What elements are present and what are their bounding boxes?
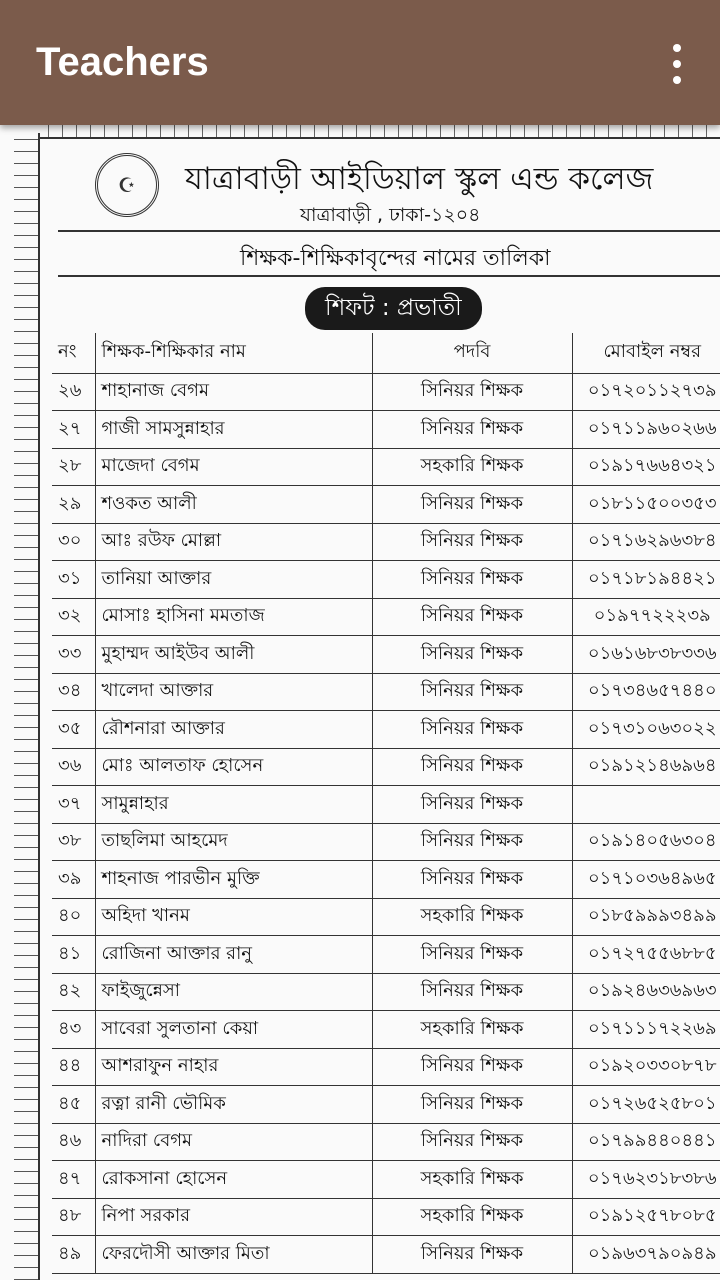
mobile-number: ০১৭৩১০৬৩০২২ (572, 711, 720, 749)
mobile-number: ০১৯১৭৬৬৪৩২১ (572, 448, 720, 486)
designation: সিনিয়র শিক্ষক (372, 486, 572, 524)
table-row (52, 523, 720, 561)
designation: সিনিয়র শিক্ষক (372, 411, 572, 449)
table-row (52, 598, 720, 636)
designation: সিনিয়র শিক্ষক (372, 598, 572, 636)
teacher-name: নিপা সরকার (95, 1198, 372, 1236)
table-row (52, 373, 720, 411)
row-number: ২৯ (52, 486, 95, 524)
table-row (52, 973, 720, 1011)
designation: সহকারি শিক্ষক (372, 1198, 572, 1236)
designation: সিনিয়র শিক্ষক (372, 523, 572, 561)
col-no: নং (52, 333, 95, 373)
mobile-number: ০১৭৩৪৬৫৭৪৪০ (572, 673, 720, 711)
teacher-name: তাছলিমা আহমেদ (95, 823, 372, 861)
mobile-number: ০১৭২৬৫২৫৮০১ (572, 1086, 720, 1124)
teacher-name: মুহাম্মদ আইউব আলী (95, 636, 372, 674)
designation: সিনিয়র শিক্ষক (372, 748, 572, 786)
teacher-name: তানিয়া আক্তার (95, 561, 372, 599)
row-number: ৪০ (52, 898, 95, 936)
designation: সহকারি শিক্ষক (372, 1011, 572, 1049)
teacher-name: রোকসানা হোসেন (95, 1161, 372, 1199)
mobile-number: ০১৯৭৭২২২৩৯ (572, 598, 720, 636)
teacher-name: রৌশনারা আক্তার (95, 711, 372, 749)
row-number: ৩৬ (52, 748, 95, 786)
designation: সিনিয়র শিক্ষক (372, 786, 572, 824)
teacher-name: আশরাফুন নাহার (95, 1048, 372, 1086)
teacher-name: সাবেরা সুলতানা কেয়া (95, 1011, 372, 1049)
mobile-number (572, 786, 720, 824)
designation: সিনিয়র শিক্ষক (372, 861, 572, 899)
row-number: ৩৮ (52, 823, 95, 861)
teachers-table (52, 333, 720, 1274)
row-number: ৪৬ (52, 1123, 95, 1161)
table-row (52, 486, 720, 524)
decorative-border (14, 133, 40, 1280)
divider (58, 230, 720, 232)
designation: সিনিয়র শিক্ষক (372, 1048, 572, 1086)
list-subtitle: শিক্ষক-শিক্ষিকাবৃন্দের নামের তালিকা (240, 246, 551, 271)
teacher-name: অহিদা খানম (95, 898, 372, 936)
designation: সিনিয়র শিক্ষক (372, 673, 572, 711)
table-row (52, 936, 720, 974)
divider (58, 275, 720, 277)
teacher-name: গাজী সামসুন্নাহার (95, 411, 372, 449)
mobile-number: ০১৮৫৯৯৯৩৪৯৯ (572, 898, 720, 936)
table-row (52, 1161, 720, 1199)
table-row (52, 823, 720, 861)
teacher-name: রোজিনা আক্তার রানু (95, 936, 372, 974)
row-number: ৩৭ (52, 786, 95, 824)
table-row (52, 1086, 720, 1124)
teacher-name: মোঃ আলতাফ হোসেন (95, 748, 372, 786)
mobile-number: ০১৯১২১৪৬৯৬৪ (572, 748, 720, 786)
col-mobile: মোবাইল নম্বর (572, 333, 720, 373)
teacher-name: আঃ রউফ মোল্লা (95, 523, 372, 561)
teacher-name: নাদিরা বেগম (95, 1123, 372, 1161)
mobile-number: ০১৭৯৯৪৪০৪৪১ (572, 1123, 720, 1161)
table-row (52, 1236, 720, 1274)
designation: সহকারি শিক্ষক (372, 1161, 572, 1199)
row-number: ৪৭ (52, 1161, 95, 1199)
table-row (52, 748, 720, 786)
mobile-number: ০১৭১০৩৬৪৯৬৫ (572, 861, 720, 899)
mobile-number: ০১৭১১৯৬০২৬৬ (572, 411, 720, 449)
row-number: ৪৩ (52, 1011, 95, 1049)
table-row (52, 861, 720, 899)
mobile-number: ০১৮১১৫০০৩৫৩ (572, 486, 720, 524)
table-row (52, 1198, 720, 1236)
row-number: ৩২ (52, 598, 95, 636)
row-number: ৪৮ (52, 1198, 95, 1236)
mobile-number: ০১৭২৭৫৫৬৮৮৫ (572, 936, 720, 974)
teacher-name: মাজেদা বেগম (95, 448, 372, 486)
row-number: ২৬ (52, 373, 95, 411)
row-number: ৪৯ (52, 1236, 95, 1274)
col-designation: পদবি (372, 333, 572, 373)
app-bar (0, 0, 720, 125)
table-row (52, 1011, 720, 1049)
table-row (52, 1048, 720, 1086)
row-number: ৩৯ (52, 861, 95, 899)
decorative-border-top (40, 125, 720, 139)
school-name: যাত্রাবাড়ী আইডিয়াল স্কুল এন্ড কলেজ (185, 161, 654, 197)
designation: সিনিয়র শিক্ষক (372, 936, 572, 974)
table-row (52, 711, 720, 749)
mobile-number: ০১৭৬২৩১৮৩৮৬ (572, 1161, 720, 1199)
designation: সিনিয়র শিক্ষক (372, 1236, 572, 1274)
mobile-number: ০১৭১১১৭২২৬৯ (572, 1011, 720, 1049)
mobile-number: ০১৭২০১১২৭৩৯ (572, 373, 720, 411)
school-address: যাত্রাবাড়ী , ঢাকা-১২০৪ (300, 204, 481, 226)
mobile-number: ০১৭১৬২৯৬৩৮৪ (572, 523, 720, 561)
teacher-name: সামুন্নাহার (95, 786, 372, 824)
row-number: ৪৪ (52, 1048, 95, 1086)
table-row (52, 448, 720, 486)
row-number: ৪১ (52, 936, 95, 974)
mobile-number: ০১৭১৮১৯৪৪২১ (572, 561, 720, 599)
document-image (0, 125, 720, 1280)
table-row (52, 561, 720, 599)
teacher-name: খালেদা আক্তার (95, 673, 372, 711)
designation: সিনিয়র শিক্ষক (372, 1123, 572, 1161)
table-row (52, 411, 720, 449)
teacher-name: মোসাঃ হাসিনা মমতাজ (95, 598, 372, 636)
col-name: শিক্ষক-শিক্ষিকার নাম (95, 333, 372, 373)
designation: সহকারি শিক্ষক (372, 898, 572, 936)
more-vert-icon[interactable] (670, 44, 684, 84)
mobile-number: ০১৯১২৫৭৮০৮৫ (572, 1198, 720, 1236)
mobile-number: ০১৬১৬৮৩৮৩৩৬ (572, 636, 720, 674)
school-seal-logo: ☪ (95, 153, 159, 217)
row-number: ২৮ (52, 448, 95, 486)
table-row (52, 1123, 720, 1161)
teacher-name: শওকত আলী (95, 486, 372, 524)
table-row (52, 898, 720, 936)
mobile-number: ০১৯২০৩৩০৮৭৮ (572, 1048, 720, 1086)
table-row (52, 673, 720, 711)
designation: সিনিয়র শিক্ষক (372, 711, 572, 749)
mobile-number: ০১৯২৪৬৩৬৯৬৩ (572, 973, 720, 1011)
row-number: ৩৪ (52, 673, 95, 711)
teacher-name: শাহানাজ বেগম (95, 373, 372, 411)
table-row (52, 636, 720, 674)
designation: সিনিয়র শিক্ষক (372, 373, 572, 411)
shift-badge: শিফট : প্রভাতী (305, 287, 482, 330)
page-title: Teachers (36, 40, 209, 84)
designation: সিনিয়র শিক্ষক (372, 636, 572, 674)
row-number: ৩১ (52, 561, 95, 599)
designation: সিনিয়র শিক্ষক (372, 561, 572, 599)
teacher-name: ফেরদৌসী আক্তার মিতা (95, 1236, 372, 1274)
table-header (52, 333, 720, 373)
row-number: ৪৫ (52, 1086, 95, 1124)
row-number: ৪২ (52, 973, 95, 1011)
row-number: ৩৩ (52, 636, 95, 674)
row-number: ৩০ (52, 523, 95, 561)
designation: সিনিয়র শিক্ষক (372, 823, 572, 861)
row-number: ৩৫ (52, 711, 95, 749)
mobile-number: ০১৯৬৩৭৯০৯৪৯ (572, 1236, 720, 1274)
row-number: ২৭ (52, 411, 95, 449)
designation: সিনিয়র শিক্ষক (372, 1086, 572, 1124)
table-row (52, 786, 720, 824)
designation: সহকারি শিক্ষক (372, 448, 572, 486)
designation: সিনিয়র শিক্ষক (372, 973, 572, 1011)
teacher-name: শাহনাজ পারভীন মুক্তি (95, 861, 372, 899)
teacher-name: ফাইজুন্নেসা (95, 973, 372, 1011)
mobile-number: ০১৯১৪০৫৬৩০৪ (572, 823, 720, 861)
teacher-name: রত্না রানী ভৌমিক (95, 1086, 372, 1124)
